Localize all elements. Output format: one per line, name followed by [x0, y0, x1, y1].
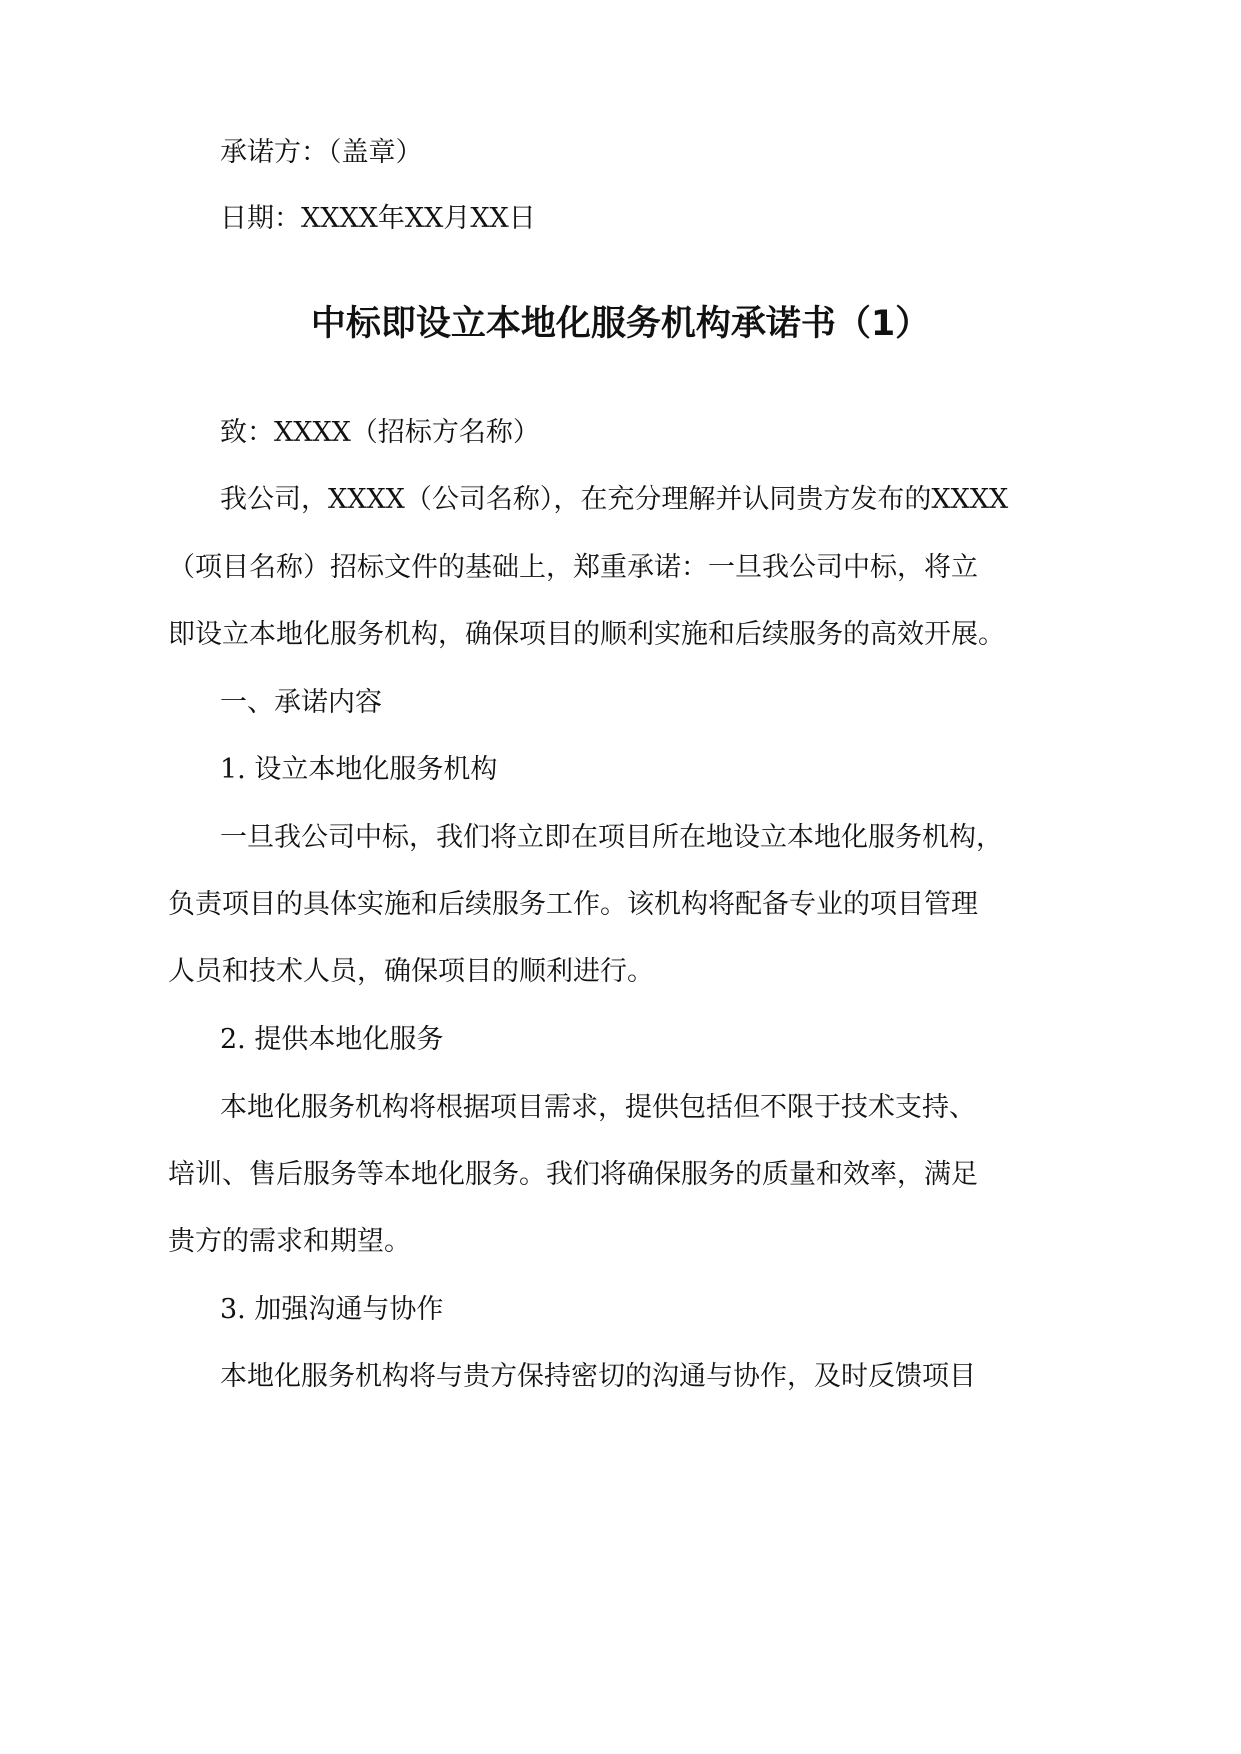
intro-paragraph-line: 即设立本地化服务机构，确保项目的顺利实施和后续服务的高效开展。 [168, 619, 1005, 650]
section-heading: 一、承诺内容 [220, 687, 382, 718]
item-body-line: 一旦我公司中标，我们将立即在项目所在地设立本地化服务机构， [220, 822, 1003, 853]
item-body-line: 负责项目的具体实施和后续服务工作。该机构将配备专业的项目管理 [168, 889, 978, 920]
item-heading: 2. 提供本地化服务 [220, 1024, 444, 1055]
date-line: 日期：XXXX年XX月XX日 [220, 203, 536, 234]
document-title: 中标即设立本地化服务机构承诺书（1） [310, 304, 931, 344]
intro-paragraph-line: 我公司，XXXX（公司名称），在充分理解并认同贵方发布的XXXX [220, 484, 1009, 515]
item-body-line: 本地化服务机构将根据项目需求，提供包括但不限于技术支持、 [220, 1092, 976, 1123]
item-heading: 3. 加强沟通与协作 [220, 1294, 444, 1325]
item-body-line: 培训、售后服务等本地化服务。我们将确保服务的质量和效率，满足 [168, 1159, 978, 1190]
promisor-stamp-line: 承诺方：（盖章） [220, 137, 423, 168]
item-body-line: 贵方的需求和期望。 [168, 1226, 411, 1257]
intro-paragraph-line: （项目名称）招标文件的基础上，郑重承诺：一旦我公司中标，将立 [168, 552, 978, 583]
item-body-line: 本地化服务机构将与贵方保持密切的沟通与协作，及时反馈项目 [220, 1361, 976, 1392]
item-heading: 1. 设立本地化服务机构 [220, 754, 498, 785]
addressee-line: 致：XXXX（招标方名称） [220, 417, 540, 448]
item-body-line: 人员和技术人员，确保项目的顺利进行。 [168, 956, 654, 987]
